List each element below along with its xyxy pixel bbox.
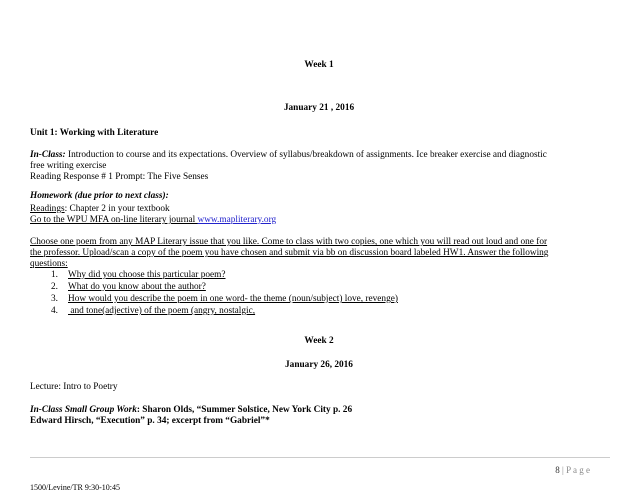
inclass-line-2: free writing exercise xyxy=(30,161,107,171)
question-text: and tone(adjective) of the poem (angry, nostalgic, xyxy=(68,306,256,316)
unit-title: Unit 1: Working with Literature xyxy=(30,128,159,138)
page-number: 8 xyxy=(555,465,560,475)
instructions-line-2: the professor. Upload/scan a copy of the poem you have chosen and submit via bb on discussion board labeled HW1. Answer the following xyxy=(30,248,549,258)
instructions-line-3: questions: xyxy=(30,259,68,269)
question-number: 1. xyxy=(51,270,58,280)
inclass-text-1: Introduction to course and its expectations. Overview of syllabus/breakdown of assignments. Ice breaker exercise and diagnostic xyxy=(65,150,547,160)
group-work-line-2: Edward Hirsch, “Execution” p. 34; excerpt from “Gabriel”* xyxy=(30,416,270,426)
week2-heading: Week 2 xyxy=(304,336,334,346)
question-text: How would you describe the poem in one word- the theme (noun/subject) love, revenge) xyxy=(68,294,398,304)
inclass-line-1 xyxy=(30,150,547,161)
group-work-label: In-Class Small Group Work xyxy=(30,405,137,415)
group-work-line-1 xyxy=(30,405,352,416)
question-item-4 xyxy=(51,306,255,317)
week1-date: January 21 , 2016 xyxy=(283,103,355,113)
question-item-2 xyxy=(51,282,206,293)
journal-line xyxy=(30,215,276,226)
question-number: 3. xyxy=(51,294,58,304)
readings-text: : Chapter 2 in your textbook xyxy=(64,204,170,214)
readings-label: Readings xyxy=(30,204,65,214)
readings-line xyxy=(30,204,170,215)
homework-label: Homework (due prior to next class): xyxy=(30,191,169,201)
question-number: 4. xyxy=(51,306,58,316)
journal-link[interactable]: www.mapliterary.org xyxy=(197,215,277,225)
journal-text: Go to the WPU MFA on-line literary journal xyxy=(30,215,198,225)
footer-course-info: 1500/Levine/TR 9:30-10:45 xyxy=(30,483,120,492)
question-text: What do you know about the author? xyxy=(68,282,206,292)
reading-response: Reading Response # 1 Prompt: The Five Senses xyxy=(30,172,209,182)
question-text: Why did you choose this particular poem? xyxy=(68,270,226,280)
page-label: | P a g e xyxy=(559,465,590,475)
footer-page-number xyxy=(555,465,590,475)
question-item-3 xyxy=(51,294,398,305)
question-item-1 xyxy=(51,270,226,281)
lecture-line: Lecture: Intro to Poetry xyxy=(30,382,118,392)
week2-date: January 26, 2016 xyxy=(285,360,353,370)
week1-heading: Week 1 xyxy=(304,60,334,70)
footer-divider xyxy=(30,457,610,458)
question-number: 2. xyxy=(51,282,58,292)
instructions-line-1: Choose one poem from any MAP Literary issue that you like. Come to class with two copies, one which you will read out loud and one for xyxy=(30,237,548,247)
group-work-text-1: : Sharon Olds, “Summer Solstice, New York City p. 26 xyxy=(136,405,353,415)
inclass-label: In-Class: xyxy=(30,150,66,160)
